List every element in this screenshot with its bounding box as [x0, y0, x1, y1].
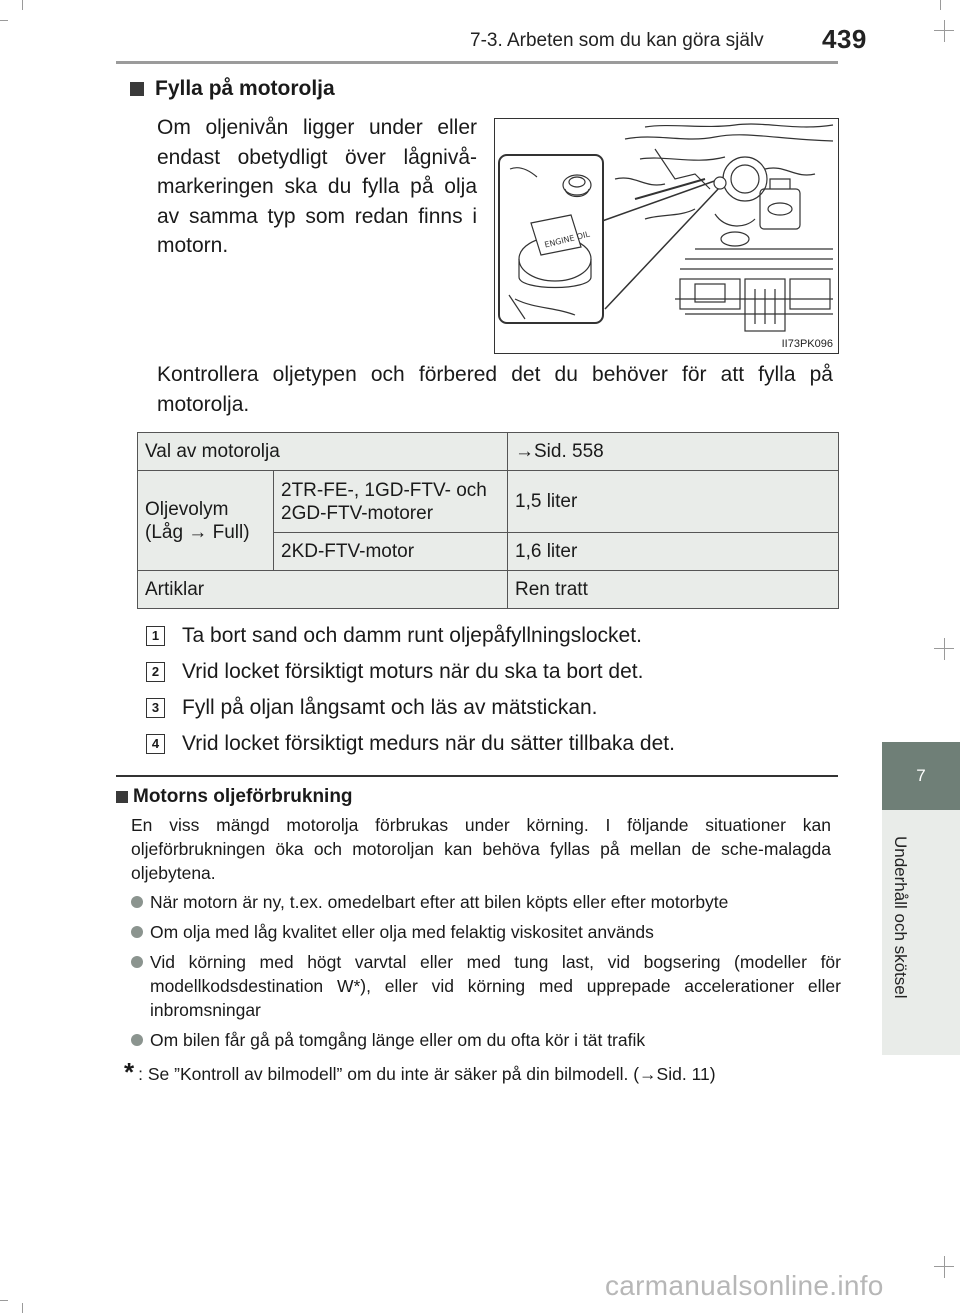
note-title: Motorns oljeförbrukning	[133, 786, 353, 807]
list-item	[131, 890, 841, 914]
oil-spec-table	[137, 432, 839, 609]
table-row	[138, 471, 839, 533]
header-section-title: 7-3. Arbeten som du kan göra själv	[470, 30, 764, 51]
crop-mark	[944, 1256, 945, 1278]
list-item	[146, 726, 846, 762]
bullet-dot-icon	[131, 1034, 143, 1046]
crop-mark	[22, 1303, 23, 1313]
bullet-text: Om olja med låg kvalitet eller olja med felaktig viskositet används	[150, 922, 654, 942]
intro-paragraph: Om oljenivån ligger under eller endast obetydligt över lågnivå-markeringen ska du fylla på olja av samma typ som redan finns i motorn.	[157, 116, 477, 257]
note-heading	[116, 786, 353, 808]
bullet-dot-icon	[131, 926, 143, 938]
step-text: Ta bort sand och damm runt oljepåfyllningslocket.	[182, 624, 642, 647]
footnote-mark: *	[124, 1057, 135, 1087]
oil-filler-cap-illustration	[494, 118, 839, 354]
step-number: 3	[146, 698, 165, 718]
step-text: Vrid locket försiktigt moturs när du ska ta bort det.	[182, 660, 644, 683]
crop-mark	[22, 0, 23, 10]
step-text: Fyll på oljan långsamt och läs av mätstickan.	[182, 696, 598, 719]
crop-mark	[944, 638, 945, 660]
chapter-title: Underhåll och skötsel	[891, 836, 910, 999]
table-label: Val av motorolja	[138, 433, 508, 471]
check-oil-paragraph: Kontrollera oljetypen och förbered det du behöver för att fylla på motorolja.	[157, 363, 833, 416]
engine-bay-drawing	[495, 119, 837, 352]
bullet-dot-icon	[131, 956, 143, 968]
crop-mark	[0, 1300, 8, 1301]
footnote	[124, 1057, 844, 1087]
chapter-number: 7	[916, 766, 926, 785]
section-heading	[130, 77, 335, 101]
section-title: Fylla på motorolja	[155, 77, 335, 100]
table-label: Oljevolym (Låg → Full)	[138, 471, 274, 571]
figure-code: II73PK096	[781, 338, 833, 350]
table-label: Artiklar	[138, 571, 508, 609]
page-number: 439	[822, 24, 867, 54]
list-item	[146, 654, 846, 690]
table-row	[138, 571, 839, 609]
table-value: 1,5 liter	[508, 471, 839, 533]
step-text: Vrid locket försiktigt medurs när du sätter tillbaka det.	[182, 732, 675, 755]
crop-mark	[944, 20, 945, 42]
chapter-tab	[882, 742, 960, 810]
list-item	[146, 690, 846, 726]
table-value: Ren tratt	[508, 571, 839, 609]
step-number: 1	[146, 626, 165, 646]
list-item	[131, 920, 841, 944]
list-item	[131, 1028, 841, 1052]
header-rule	[116, 61, 838, 64]
step-number: 2	[146, 662, 165, 682]
watermark: carmanualsonline.info	[605, 1270, 884, 1301]
bullet-text: Vid körning med högt varvtal eller med tung last, vid bogsering (modeller för modellkodsdestination W*), eller vid körning med upprepade accelerationer eller inbromsningar	[150, 952, 841, 1020]
bullet-dot-icon	[131, 896, 143, 908]
bullet-text: Om bilen får gå på tomgång länge eller om du ofta kör i tät trafik	[150, 1030, 646, 1050]
crop-mark	[0, 20, 8, 21]
square-bullet-icon	[130, 82, 144, 96]
bullet-text: När motorn är ny, t.ex. omedelbart efter att bilen köpts eller efter motorbyte	[150, 892, 729, 912]
table-subcategory: 2KD-FTV-motor	[274, 533, 508, 571]
square-bullet-icon	[116, 791, 128, 803]
list-item	[146, 618, 846, 654]
footnote-text: : Se ”Kontroll av bilmodell” om du inte är säker på din bilmodell. (→Sid. 11)	[138, 1064, 716, 1084]
list-item	[131, 950, 841, 1022]
table-value: →Sid. 558	[508, 433, 839, 471]
table-subcategory: 2TR-FE-, 1GD-FTV- och 2GD-FTV-motorer	[274, 471, 508, 533]
note-body: En viss mängd motorolja förbrukas under körning. I följande situationer kan oljeförbrukningen öka och motoroljan kan behöva fyllas på mellan de sche-malagda oljebytena.	[131, 815, 831, 883]
table-row	[138, 433, 839, 471]
note-divider	[116, 775, 838, 777]
crop-mark	[940, 0, 941, 10]
step-number: 4	[146, 734, 165, 754]
cap-engine-oil-text: ENGINE OIL	[543, 229, 591, 250]
note-bullets	[131, 890, 841, 1058]
table-value: 1,6 liter	[508, 533, 839, 571]
procedure-steps	[146, 618, 846, 762]
